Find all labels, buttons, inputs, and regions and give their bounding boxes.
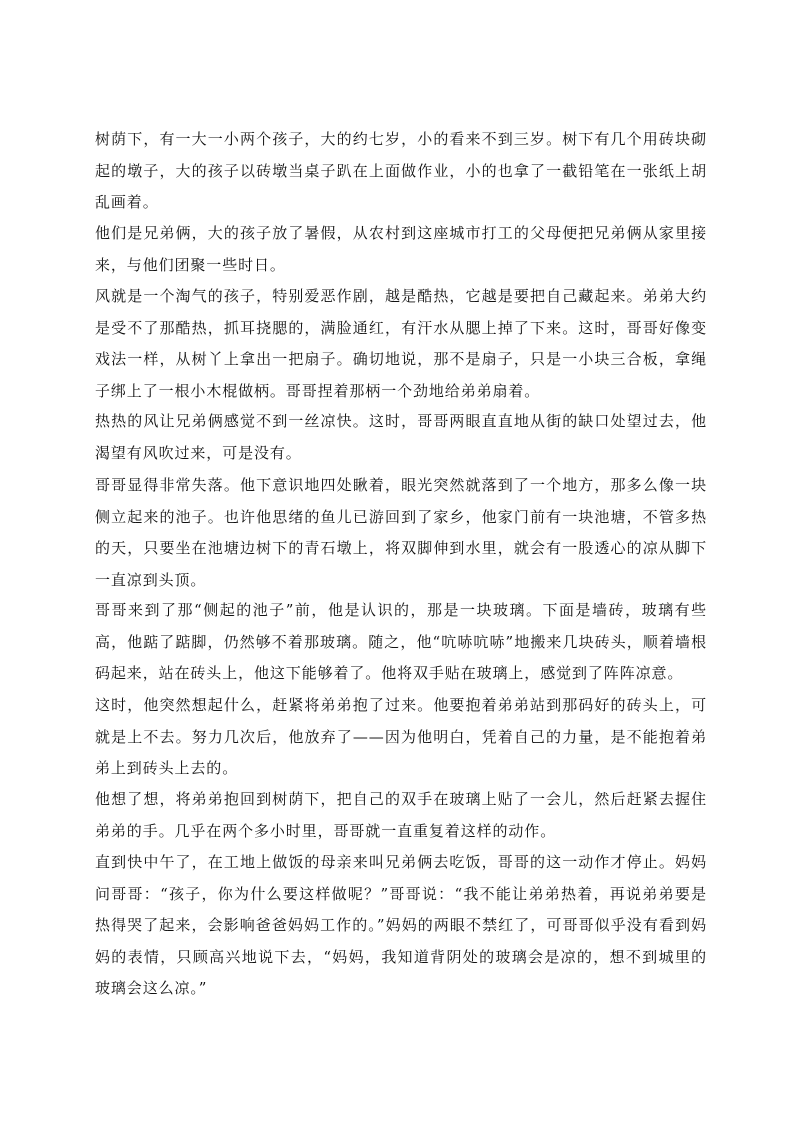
- paragraph-9: 直到快中午了，在工地上做饭的母亲来叫兄弟俩去吃饭，哥哥的这一动作才停止。妈妈问哥哥：“孩子，你为什么要这样做呢？”哥哥说：“我不能让弟弟热着，再说弟弟要是热得哭了起来，会影响爸爸妈妈工作的。”妈妈的两眼不禁红了，可哥哥似乎没有看到妈妈的表情，只顾高兴地说下去，“妈妈，我知道背阴处的玻璃会是凉的，想不到城里的玻璃会这么凉。”: [95, 853, 707, 998]
- paragraph-1: 树荫下，有一大一小两个孩子，大的约七岁，小的看来不到三岁。树下有几个用砖块砌起的墩子，大的孩子以砖墩当桌子趴在上面做作业，小的也拿了一截铅笔在一张纸上胡乱画着。: [95, 130, 707, 212]
- paragraph-2: 他们是兄弟俩，大的孩子放了暑假，从农村到这座城市打工的父母便把兄弟俩从家里接来，与他们团聚一些时日。: [95, 224, 707, 274]
- paragraph-4: 热热的风让兄弟俩感觉不到一丝凉快。这时，哥哥两眼直直地从街的缺口处望过去，他渴望有风吹过来，可是没有。: [95, 412, 707, 462]
- paragraph-7: 这时，他突然想起什么，赶紧将弟弟抱了过来。他要抱着弟弟站到那码好的砖头上，可就是上不去。努力几次后，他放弃了——因为他明白，凭着自己的力量，是不能抱着弟弟上到砖头上去的。: [95, 696, 707, 778]
- paragraph-6: 哥哥来到了那“侧起的池子”前，他是认识的，那是一块玻璃。下面是墙砖，玻璃有些高，他踮了踮脚，仍然够不着那玻璃。随之，他“吭哧吭哧”地搬来几块砖头，顺着墙根码起来，站在砖头上，他这下能够着了。他将双手贴在玻璃上，感觉到了阵阵凉意。: [95, 601, 707, 683]
- paragraph-3: 风就是一个淘气的孩子，特别爱恶作剧，越是酷热，它越是要把自己藏起来。弟弟大约是受不了那酷热，抓耳挠腮的，满脸通红，有汗水从腮上掉了下来。这时，哥哥好像变戏法一样，从树丫上拿出一把扇子。确切地说，那不是扇子，只是一小块三合板，拿绳子绑上了一根小木棍做柄。哥哥捏着那柄一个劲地给弟弟扇着。: [95, 287, 707, 400]
- paragraph-5: 哥哥显得非常失落。他下意识地四处瞅着，眼光突然就落到了一个地方，那多么像一块侧立起来的池子。也许他思绪的鱼儿已游回到了家乡，他家门前有一块池塘，不管多热的天，只要坐在池塘边树下的青石墩上，将双脚伸到水里，就会有一股透心的凉从脚下一直凉到头顶。: [95, 476, 707, 589]
- paragraph-8: 他想了想，将弟弟抱回到树荫下，把自己的双手在玻璃上贴了一会儿，然后赶紧去握住弟弟的手。几乎在两个多小时里，哥哥就一直重复着这样的动作。: [95, 790, 707, 840]
